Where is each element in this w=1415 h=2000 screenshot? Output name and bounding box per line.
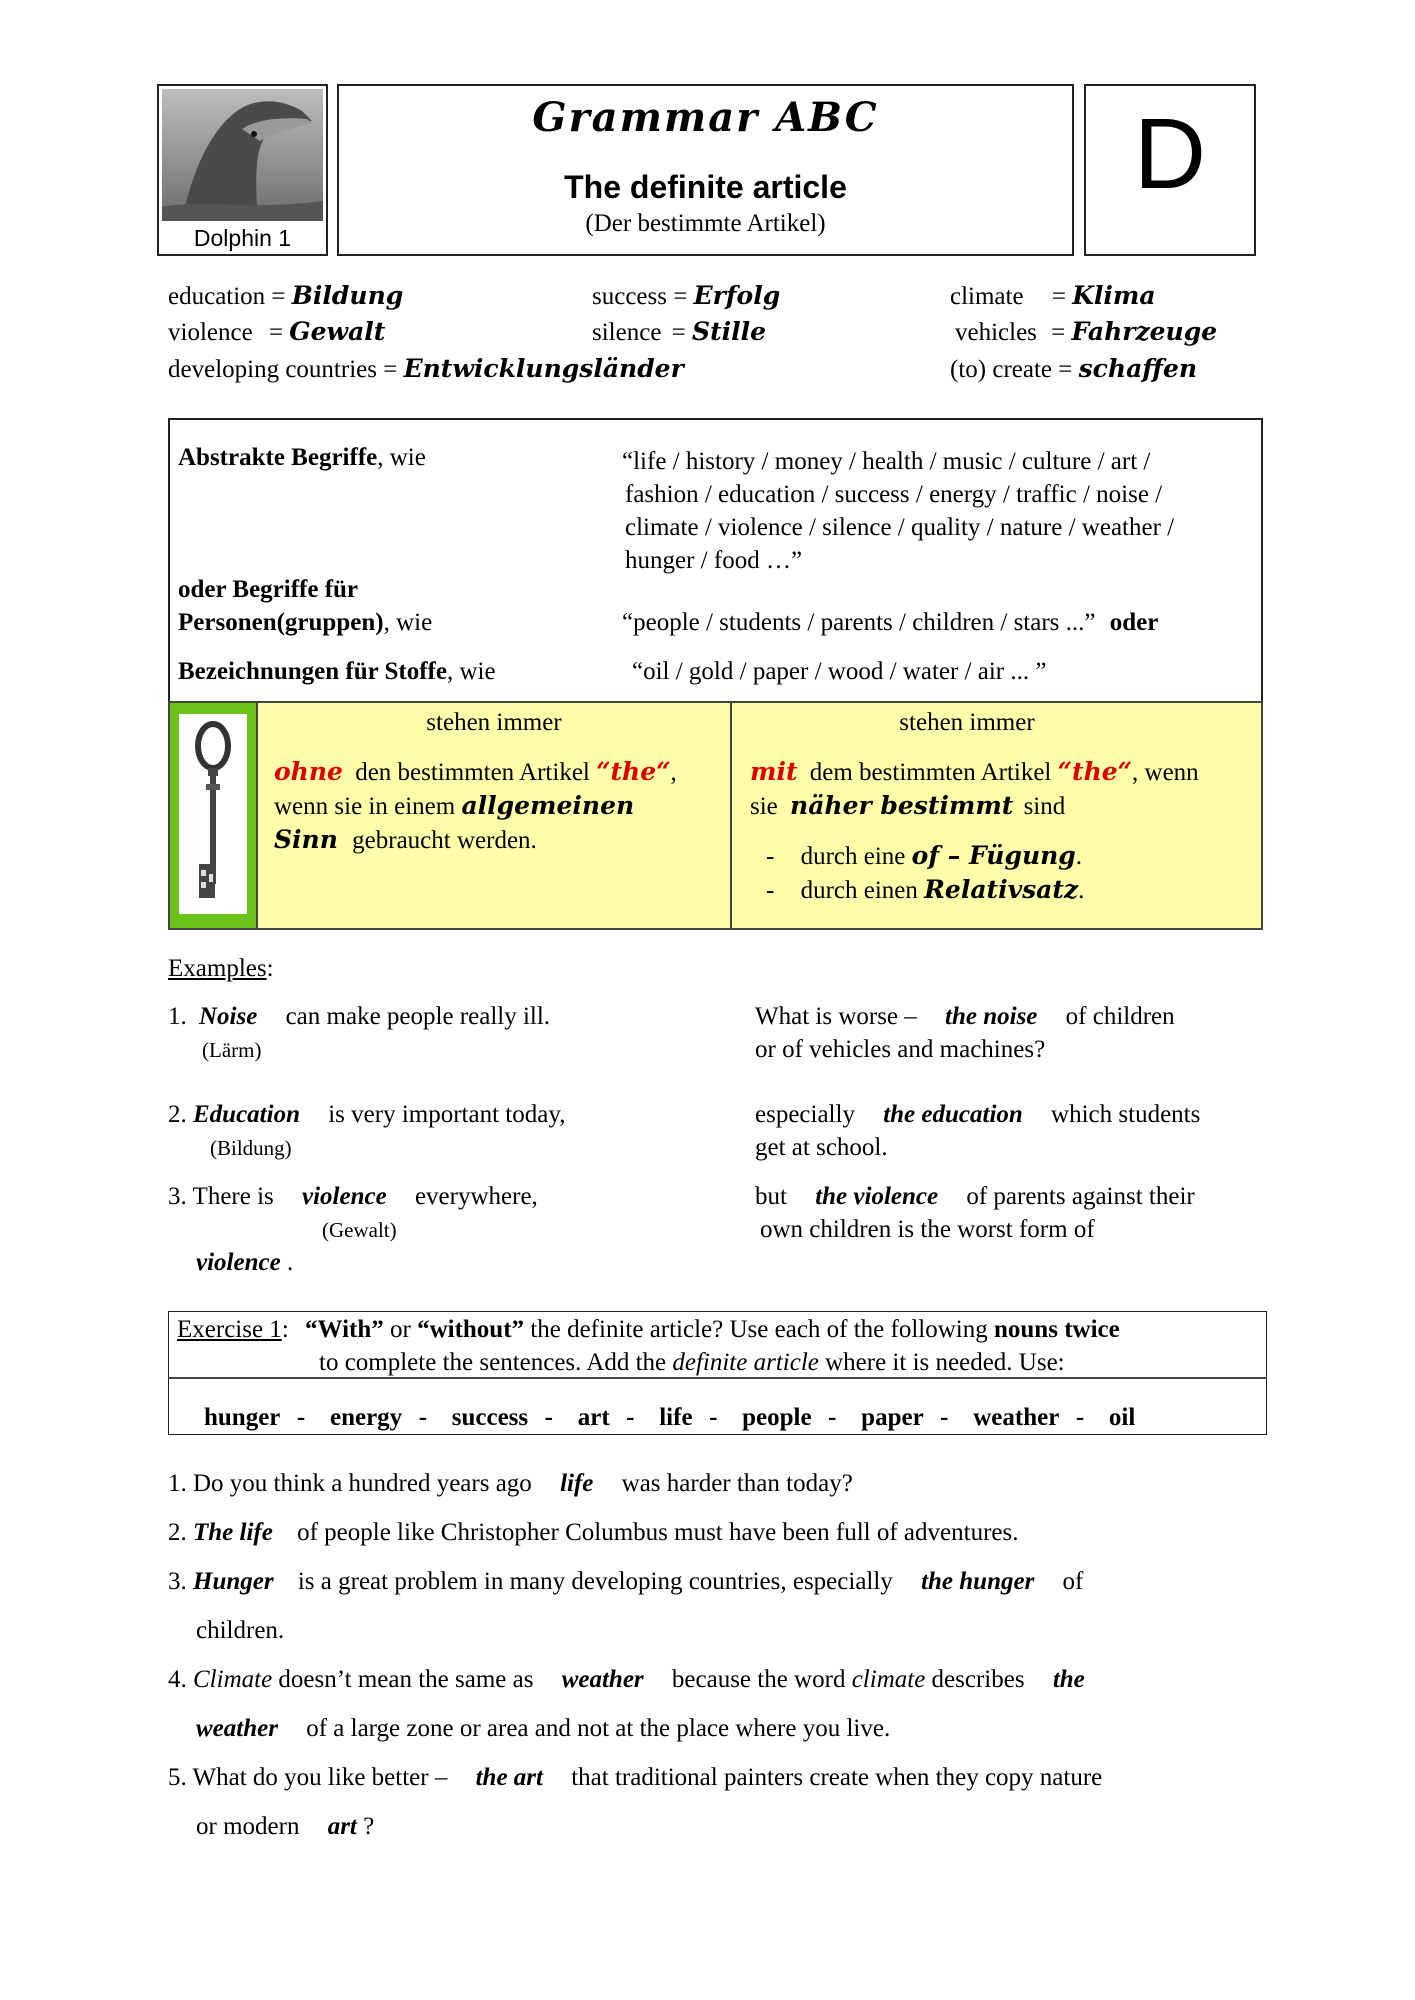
topic-subtitle: (Der bestimmte Artikel) [585, 210, 826, 237]
answer-word: weather [196, 1715, 278, 1742]
left-rule-line-1 [274, 759, 677, 785]
sentence-4 [168, 1667, 1085, 1692]
relativsatz: Relativsatz [924, 875, 1079, 904]
answer-word: The life [193, 1519, 273, 1546]
vocab-8 [950, 356, 1197, 382]
vocab-eq: = [671, 319, 686, 346]
series-title: Grammar ABC [532, 94, 879, 141]
example-rest: can make people really ill. [285, 1003, 551, 1030]
word-bank-item: success [451, 1404, 529, 1431]
example-2-right-2: get at school. [755, 1134, 888, 1161]
sentence-3 [168, 1569, 1083, 1594]
bullet-dash: - [766, 843, 775, 870]
vocab-de: Bildung [291, 281, 404, 310]
vocab-eq: = [1051, 283, 1066, 310]
left-rule-text: den bestimmten Artikel [355, 759, 590, 786]
sentence-text: of people like Christopher Columbus must have been full of adventures. [297, 1519, 1019, 1546]
sentence-text: was harder than today? [621, 1470, 853, 1497]
example-rest: everywhere, [414, 1183, 538, 1210]
word-bank-item: energy [329, 1404, 403, 1431]
exercise-colon: : [281, 1316, 289, 1343]
mit-word: mit [750, 757, 798, 786]
persons-label-1: oder Begriffe für [178, 576, 359, 603]
vocab-7 [168, 356, 684, 382]
answer-word: weather [561, 1666, 644, 1693]
sinn-word: Sinn [274, 825, 338, 854]
example-text: but [755, 1183, 787, 1210]
example-word: violence [302, 1183, 387, 1210]
sentence-text: of [1062, 1568, 1084, 1595]
vocab-en: (to) create = [950, 356, 1073, 383]
the-word: “the“ [596, 757, 671, 786]
vocab-de: Stille [692, 317, 767, 346]
right-head: stehen immer [899, 709, 1035, 736]
sentence-text: describes [931, 1666, 1025, 1693]
section-letter: D [1133, 98, 1207, 210]
sentence-text: because the word [671, 1666, 846, 1693]
bullet-text: durch einen [800, 877, 918, 904]
example-1-right [755, 1004, 1175, 1029]
allgemeinen-word: allgemeinen [461, 791, 635, 820]
left-rule-text: wenn sie in einem [274, 793, 456, 820]
sentence-5-cont [196, 1814, 374, 1839]
vocab-en: developing countries = [168, 356, 398, 383]
exercise-text: where it is needed. Use: [825, 1349, 1065, 1376]
example-text: which students [1051, 1101, 1201, 1128]
materials-wie: , wie [446, 658, 496, 685]
examples-heading-text: Examples [168, 955, 267, 982]
persons-oder: oder [1109, 609, 1159, 636]
exercise-divider [168, 1377, 1267, 1379]
example-dot: . [286, 1249, 294, 1276]
yellow-divider [730, 701, 732, 930]
abstract-label-bold: Abstrakte Begriffe [178, 444, 378, 471]
example-num: 2. [168, 1101, 187, 1128]
key-icon [179, 714, 247, 914]
examples-colon: : [266, 955, 274, 982]
abstract-list-line: fashion / education / success / energy / traffic / noise / [625, 481, 1163, 508]
answer-word: life [560, 1470, 594, 1497]
exercise-line-1 [177, 1317, 1120, 1342]
example-3-end [196, 1250, 293, 1275]
vocab-3 [950, 283, 1156, 309]
example-text: of parents against their [966, 1183, 1195, 1210]
example-1-right-2: or of vehicles and machines? [755, 1036, 1046, 1063]
example-word: Education [193, 1101, 300, 1128]
abstract-wie: , wie [377, 444, 426, 471]
answer-word: the hunger [921, 1568, 1035, 1595]
persons-list-text: “people / students / parents / children / stars ...” [622, 609, 1096, 636]
example-3-right [755, 1184, 1195, 1209]
sentence-num: 4. [168, 1666, 187, 1693]
word-bank: hunger - energy - success - art - life - people - paper - weather - oil [204, 1404, 1136, 1431]
example-rest: is very important today, [328, 1101, 566, 1128]
of-fuegung: of – Fügung [911, 841, 1076, 870]
word-bank-item: hunger [204, 1404, 281, 1431]
exercise-or: or [390, 1316, 411, 1343]
examples-heading [168, 956, 274, 981]
ohne-word: ohne [274, 757, 343, 786]
vocab-de: Fahrzeuge [1071, 317, 1218, 346]
naeher-bestimmt: näher bestimmt [790, 791, 1014, 820]
exercise-label: Exercise 1 [177, 1316, 282, 1343]
example-1 [168, 1004, 550, 1029]
right-wenn: , wenn [1132, 759, 1199, 786]
exercise-without: “without” [417, 1316, 525, 1343]
vocab-en: silence [592, 319, 662, 346]
example-word: the education [883, 1101, 1023, 1128]
bullet-dot: . [1075, 843, 1083, 870]
vocab-5 [592, 319, 766, 345]
answer-word: art [327, 1813, 357, 1840]
sentence-text: is a great problem in many developing countries, especially [297, 1568, 893, 1595]
vocab-en: success = [592, 283, 688, 310]
example-3 [168, 1184, 538, 1209]
vocab-6 [955, 319, 1217, 345]
bullet-dash: - [766, 877, 775, 904]
left-head: stehen immer [426, 709, 562, 736]
example-gloss: (Bildung) [210, 1136, 292, 1160]
example-text: What is worse – [755, 1003, 917, 1030]
example-2-right [755, 1102, 1200, 1127]
example-text: especially [755, 1101, 855, 1128]
left-rule-text: gebraucht werden. [352, 827, 537, 854]
dolphin-photo [162, 89, 323, 221]
abstract-list-line: hunger / food …” [625, 547, 803, 574]
bullet-2 [766, 877, 1084, 903]
answer-word: the art [475, 1764, 543, 1791]
vocab-eq: = [1051, 319, 1066, 346]
sentence-italic: Climate [193, 1666, 273, 1693]
vocab-de: Klima [1072, 281, 1156, 310]
example-word: the violence [815, 1183, 939, 1210]
word-bank-item: weather [973, 1404, 1060, 1431]
sentence-2 [168, 1520, 1018, 1545]
answer-word: the [1052, 1666, 1085, 1693]
persons-list [622, 610, 1158, 635]
sentence-text: 1. Do you think a hundred years ago [168, 1470, 532, 1497]
sentence-num: 2. [168, 1519, 187, 1546]
word-bank-item: paper [861, 1404, 924, 1431]
sentence-3-cont: children. [196, 1617, 285, 1644]
example-2 [168, 1102, 565, 1127]
sentence-text: of a large zone or area and not at the place where you live. [306, 1715, 891, 1742]
bullet-1 [766, 843, 1082, 869]
sentence-1 [168, 1471, 853, 1496]
left-rule-line-3 [274, 827, 537, 853]
materials-label-bold: Bezeichnungen für Stoffe [178, 658, 447, 685]
dolphin-caption: Dolphin 1 [193, 225, 292, 251]
bullet-dot: . [1078, 877, 1085, 904]
vocab-en: climate [950, 283, 1024, 310]
sentence-num: 3. [168, 1568, 187, 1595]
example-word: the noise [945, 1003, 1038, 1030]
right-sie: sie [750, 793, 778, 820]
the-word: “the“ [1057, 757, 1133, 786]
exercise-nouns-twice: nouns twice [994, 1316, 1120, 1343]
vocab-2 [592, 283, 780, 309]
exercise-line-2 [319, 1350, 1065, 1375]
persons-label-2 [178, 610, 432, 635]
vocab-de: Gewalt [289, 317, 386, 346]
exercise-with: “With” [305, 1316, 384, 1343]
right-rule-line-1 [750, 759, 1199, 785]
word-bank-item: art [577, 1404, 610, 1431]
sentence-text: ? [363, 1813, 375, 1840]
bullet-text: durch eine [800, 843, 906, 870]
abstract-label [178, 445, 426, 470]
exercise-text: the definite article? Use each of the following [530, 1316, 988, 1343]
vocab-de: Erfolg [693, 281, 781, 310]
sentence-text: or modern [196, 1813, 300, 1840]
sentence-italic: climate [851, 1666, 926, 1693]
vocab-1 [168, 283, 403, 309]
abstract-list-line: climate / violence / silence / quality / nature / weather / [625, 514, 1175, 541]
right-rule-line-2 [750, 793, 1065, 819]
word-bank-item: life [659, 1404, 693, 1431]
example-num: 1. [168, 1003, 187, 1030]
abstract-list [622, 445, 1174, 577]
vocab-de: schaffen [1078, 354, 1198, 383]
example-word: violence [196, 1249, 281, 1276]
example-word: Noise [199, 1003, 258, 1030]
materials-label [178, 659, 496, 684]
abstract-list-line: “life / history / money / health / music / culture / art / [622, 448, 1151, 475]
answer-word: Hunger [193, 1568, 274, 1595]
sentence-text: doesn’t mean the same as [278, 1666, 534, 1693]
example-3-right-2: own children is the worst form of [760, 1216, 1095, 1243]
exercise-text: to complete the sentences. Add the [319, 1349, 667, 1376]
vocab-eq: = [268, 319, 284, 346]
vocab-en: violence [168, 319, 253, 346]
sentence-text: that traditional painters create when they copy nature [571, 1764, 1103, 1791]
left-comma: , [670, 759, 677, 786]
vocab-en: vehicles [955, 319, 1037, 346]
topic-title: The definite article [564, 169, 847, 205]
vocab-de: Entwicklungsländer [403, 354, 684, 383]
example-gloss: (Lärm) [202, 1038, 262, 1062]
sentence-text: 5. What do you like better – [168, 1764, 448, 1791]
vocab-4 [168, 319, 385, 345]
word-bank-item: people [742, 1404, 812, 1431]
example-text: of children [1065, 1003, 1175, 1030]
exercise-italic: definite article [672, 1349, 819, 1376]
left-rule-line-2 [274, 793, 634, 819]
example-gloss: (Gewalt) [322, 1218, 397, 1242]
materials-list: “oil / gold / paper / wood / water / air ... ” [632, 658, 1047, 685]
example-num: 3. There is [168, 1183, 274, 1210]
persons-wie: , wie [383, 609, 433, 636]
word-bank-item: oil [1108, 1404, 1136, 1431]
right-rule-text: dem bestimmten Artikel [809, 759, 1052, 786]
sentence-4-cont [196, 1716, 890, 1741]
persons-label-bold: Personen(gruppen) [178, 609, 384, 636]
right-sind: sind [1023, 793, 1066, 820]
sentence-5 [168, 1765, 1102, 1790]
vocab-en: education = [168, 283, 286, 310]
